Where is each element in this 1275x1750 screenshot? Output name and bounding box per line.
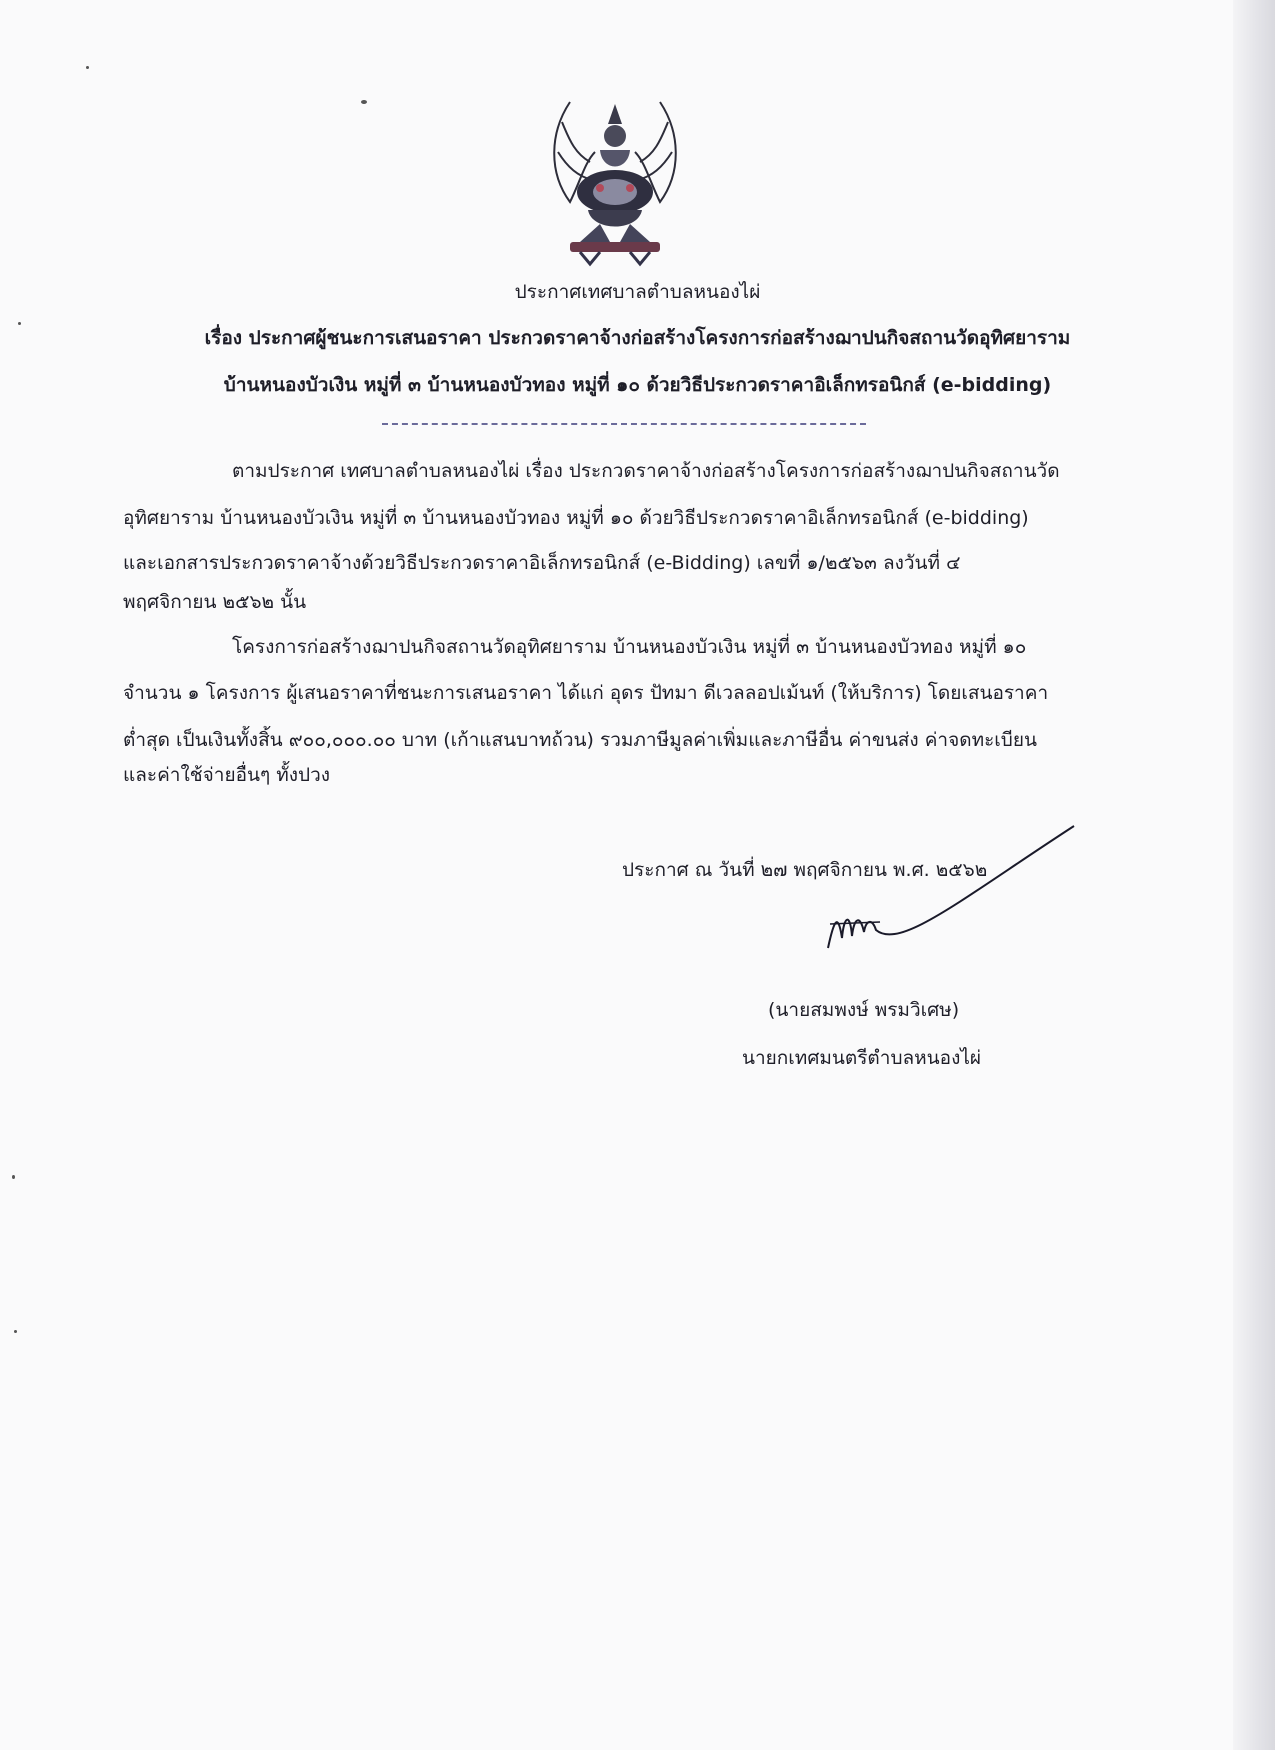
scan-edge-shadow bbox=[1233, 0, 1275, 1750]
paragraph-2-line: ต่ำสุด เป็นเงินทั้งสิ้น ๙๐๐,๐๐๐.๐๐ บาท (เก้าแสนบาทถ้วน) รวมภาษีมูลค่าเพิ่มและภาษีอื่น ค่าขนส่ง ค่าจดทะเบียน bbox=[123, 729, 1037, 751]
paragraph-2-line: โครงการก่อสร้างฌาปนกิจสถานวัดอุทิศยาราม บ้านหนองบัวเงิน หมู่ที่ ๓ บ้านหนองบัวทอง หมู่ที่ ๑๐ bbox=[232, 636, 1027, 658]
signatory-position: นายกเทศมนตรีตำบลหนองไผ่ bbox=[742, 1047, 982, 1069]
garuda-emblem-icon bbox=[540, 92, 690, 270]
announcement-title: ประกาศเทศบาลตำบลหนองไผ่ bbox=[514, 281, 761, 303]
paragraph-1-line: และเอกสารประกวดราคาจ้างด้วยวิธีประกวดราคาอิเล็กทรอนิกส์ (e-Bidding) เลขที่ ๑/๒๕๖๓ ลงวันที่ ๔ bbox=[123, 552, 961, 574]
paragraph-2-line: จำนวน ๑ โครงการ ผู้เสนอราคาที่ชนะการเสนอราคา ได้แก่ อุดร ปัทมา ดีเวลลอปเม้นท์ (ให้บริการ) โดยเสนอราคา bbox=[123, 682, 1049, 704]
paragraph-1-line: อุทิศยาราม บ้านหนองบัวเงิน หมู่ที่ ๓ บ้านหนองบัวทอง หมู่ที่ ๑๐ ด้วยวิธีประกวดราคาอิเล็กทรอนิกส์ (e-bidding) bbox=[123, 507, 1029, 529]
announcement-date: ประกาศ ณ วันที่ ๒๗ พฤศจิกายน พ.ศ. ๒๕๖๒ bbox=[622, 859, 988, 881]
handwritten-signature bbox=[820, 820, 1080, 970]
dashed-divider bbox=[382, 423, 866, 425]
subject-line-1: เรื่อง ประกาศผู้ชนะการเสนอราคา ประกวดราคาจ้างก่อสร้างโครงการก่อสร้างฌาปนกิจสถานวัดอุทิศยาราม bbox=[204, 327, 1071, 349]
scan-speck bbox=[86, 66, 89, 69]
scan-speck bbox=[12, 1175, 15, 1179]
signatory-name: (นายสมพงษ์ พรมวิเศษ) bbox=[768, 999, 960, 1021]
paragraph-1-line: พฤศจิกายน ๒๕๖๒ นั้น bbox=[123, 591, 307, 613]
subject-line-2: บ้านหนองบัวเงิน หมู่ที่ ๓ บ้านหนองบัวทอง หมู่ที่ ๑๐ ด้วยวิธีประกวดราคาอิเล็กทรอนิกส์ (e-bidding) bbox=[223, 374, 1052, 396]
scan-speck bbox=[361, 100, 367, 104]
paragraph-2-line: และค่าใช้จ่ายอื่นๆ ทั้งปวง bbox=[123, 764, 331, 786]
scan-speck bbox=[14, 1330, 17, 1333]
paragraph-1-line: ตามประกาศ เทศบาลตำบลหนองไผ่ เรื่อง ประกวดราคาจ้างก่อสร้างโครงการก่อสร้างฌาปนกิจสถานวัด bbox=[232, 460, 1060, 482]
